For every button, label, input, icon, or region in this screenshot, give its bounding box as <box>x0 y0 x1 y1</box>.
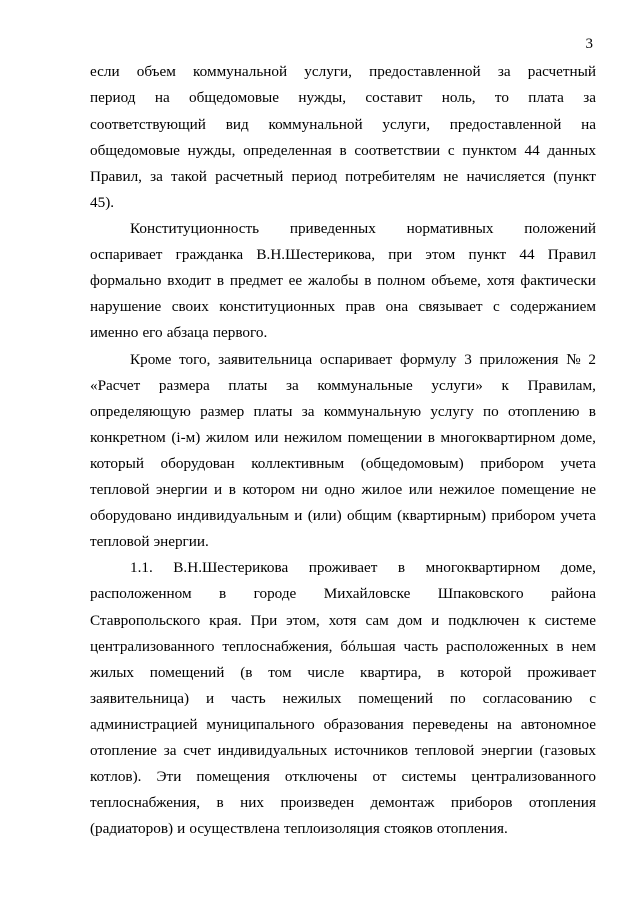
text-line: конкретном (i-м) жилом или нежилом помещении в многоквартирном доме, <box>90 429 596 446</box>
text-line: отопление за счет индивидуальных источников тепловой энергии (газовых <box>90 742 596 759</box>
text-line: заявительница) и часть нежилых помещений по согласованию с <box>90 690 596 707</box>
text-line: теплоснабжения, в них произведен демонтаж приборов отопления <box>90 794 596 811</box>
text-line: оборудовано индивидуальным и (или) общим (квартирным) прибором учета <box>90 507 596 524</box>
text-line: централизованного теплоснабжения, бóльшая часть расположенных в нем <box>90 638 596 655</box>
text-line: 1.1. В.Н.Шестерикова проживает в многоквартирном доме, <box>130 559 596 576</box>
text-line: жилых помещений (в том числе квартира, в которой проживает <box>90 664 596 681</box>
text-line: Правил, за такой расчетный период потребителям не начисляется (пункт <box>90 168 596 185</box>
text-line: Кроме того, заявительница оспаривает формулу 3 приложения № 2 <box>130 351 596 368</box>
text-line: расположенном в городе Михайловске Шпаковского района <box>90 585 596 602</box>
text-line: формально входит в предмет ее жалобы в полном объеме, хотя фактически <box>90 272 596 289</box>
text-line: котлов). Эти помещения отключены от системы централизованного <box>90 768 596 785</box>
text-line: период на общедомовые нужды, составит ноль, то плата за <box>90 89 596 106</box>
text-line: если объем коммунальной услуги, предоставленной за расчетный <box>90 63 596 80</box>
text-line: соответствующий вид коммунальной услуги, предоставленной на <box>90 116 596 133</box>
text-line: который оборудован коллективным (общедомовым) прибором учета <box>90 455 596 472</box>
text-line: нарушение своих конституционных прав она связывает с содержанием <box>90 298 596 315</box>
text-line: Ставропольского края. При этом, хотя сам дом и подключен к системе <box>90 612 596 629</box>
text-line: общедомовые нужды, определенная в соответствии с пунктом 44 данных <box>90 142 596 159</box>
page-number: 3 <box>585 36 593 52</box>
text-line: тепловой энергии. <box>90 533 209 550</box>
text-line: (радиаторов) и осуществлена теплоизоляция стояков отопления. <box>90 820 508 837</box>
text-line: оспаривает гражданка В.Н.Шестерикова, при этом пункт 44 Правил <box>90 246 596 263</box>
text-line: определяющую размер платы за коммунальную услугу по отоплению в <box>90 403 596 420</box>
text-line: именно его абзаца первого. <box>90 324 268 341</box>
text-line: администрацией муниципального образования переведены на автономное <box>90 716 596 733</box>
text-line: «Расчет размера платы за коммунальные услуги» к Правилам, <box>90 377 596 394</box>
text-line: Конституционность приведенных нормативных положений <box>130 220 596 237</box>
text-line: 45). <box>90 194 115 211</box>
text-line: тепловой энергии и в котором ни одно жилое или нежилое помещение не <box>90 481 596 498</box>
